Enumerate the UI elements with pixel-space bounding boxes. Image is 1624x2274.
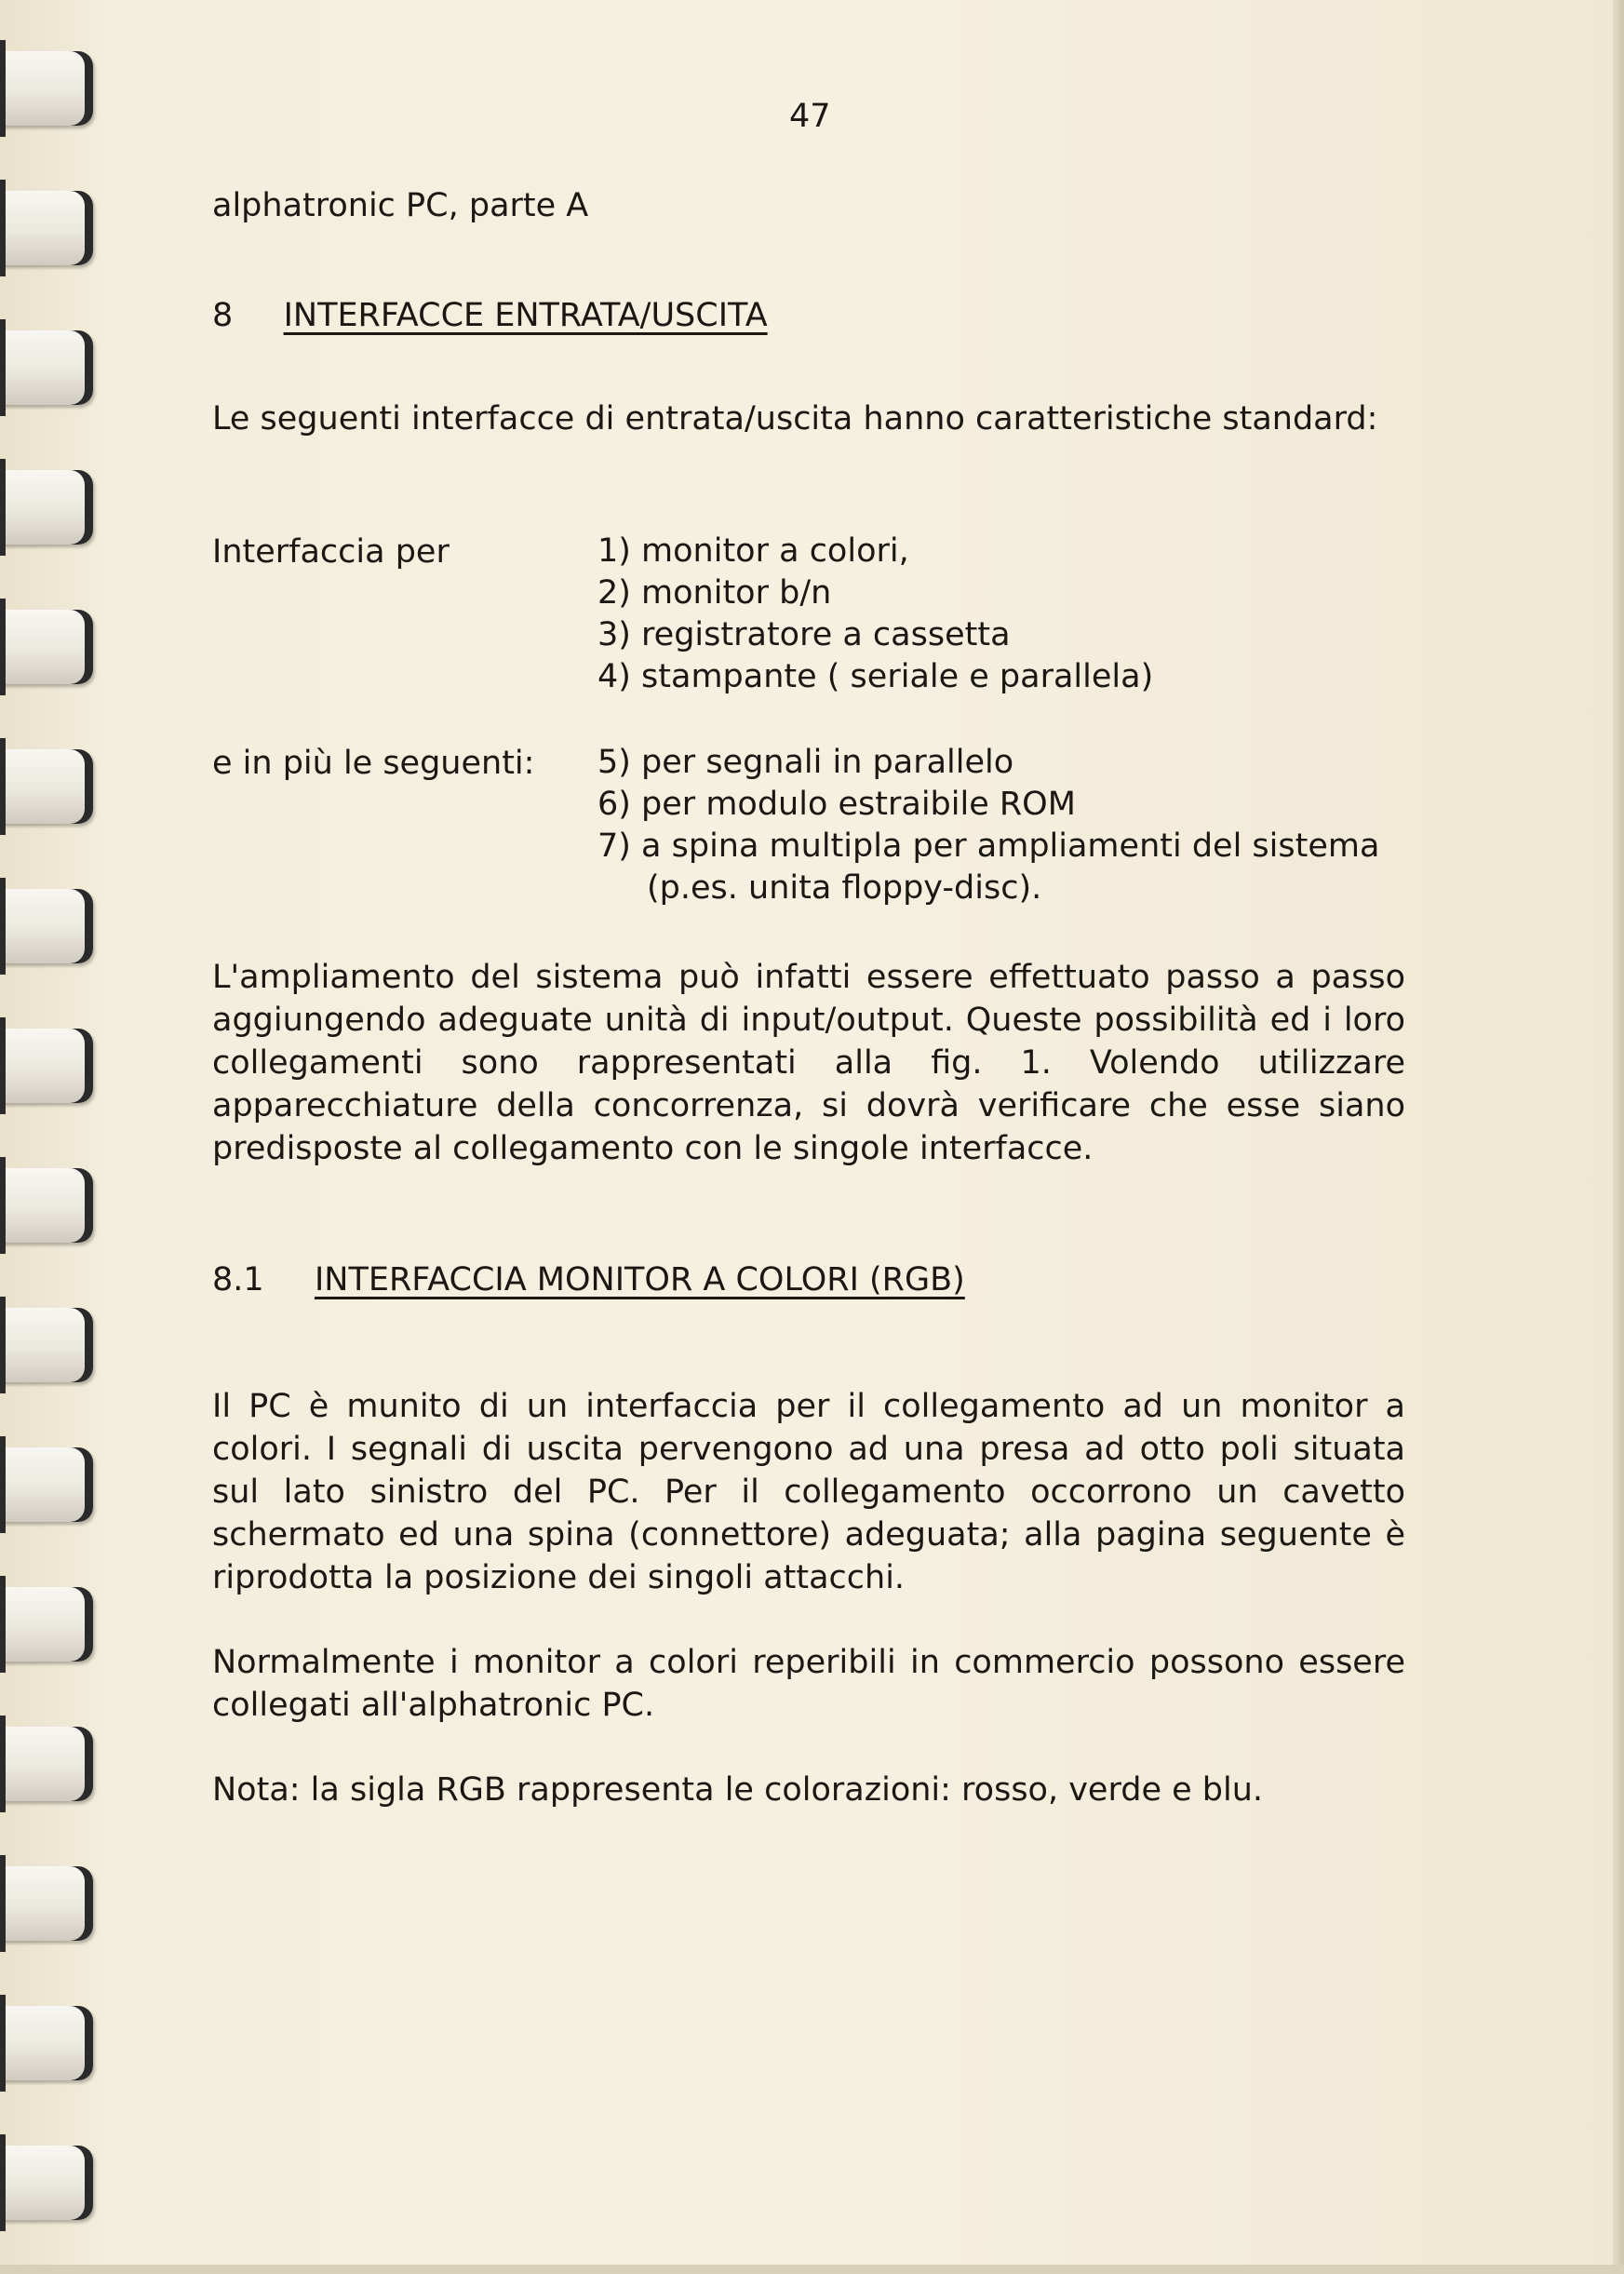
section-8-paragraph: L'ampliamento del sistema può infatti essere effettuato passo a passo aggiungendo adeguate unità di input/output. Queste possibilità ed i loro collegamenti sono rappresentati alla fig. 1. Volendo utilizzare apparecchiature della concorrenza, si dovrà verificare che esse siano predisposte al collegamento con le singole interfacce. — [212, 959, 1405, 1167]
list-item: 4) stampante ( seriale e parallela) — [597, 658, 1154, 695]
list-item: 6) per modulo estraibile ROM — [597, 786, 1076, 823]
section-8-1-paragraph: Normalmente i monitor a colori reperibili in commercio possono essere collegati all'alphatronic PC. — [212, 1644, 1405, 1724]
binding-ring — [0, 1727, 93, 1801]
binding-ring — [0, 1029, 93, 1103]
list-label: Interfaccia per — [212, 533, 450, 571]
spiral-binding — [0, 0, 121, 2274]
list-item: 5) per segnali in parallelo — [597, 744, 1014, 781]
binding-ring — [0, 2146, 93, 2220]
binding-ring — [0, 1866, 93, 1941]
list-item: 1) monitor a colori, — [597, 532, 909, 570]
binding-ring — [0, 1587, 93, 1662]
binding-ring — [0, 2006, 93, 2080]
binding-ring — [0, 610, 93, 684]
binding-ring — [0, 191, 93, 265]
section-8-intro: Le seguenti interfacce di entrata/uscita hanno caratteristiche standard: — [212, 400, 1378, 437]
running-header: alphatronic PC, parte A — [212, 187, 589, 224]
list-item: 2) monitor b/n — [597, 574, 832, 612]
binding-ring — [0, 330, 93, 405]
binding-ring — [0, 51, 93, 126]
list-item: 7) a spina multipla per ampliamenti del sistema (p.es. unita floppy-disc). — [597, 828, 1380, 907]
binding-ring — [0, 470, 93, 545]
section-title: INTERFACCIA MONITOR A COLORI (RGB) — [314, 1261, 965, 1298]
binding-ring — [0, 889, 93, 963]
binding-ring — [0, 1447, 93, 1522]
section-8-heading — [212, 294, 1405, 337]
binding-ring — [0, 749, 93, 824]
note: Nota: la sigla RGB rappresenta le colorazioni: rosso, verde e blu. — [212, 1771, 1264, 1809]
binding-ring — [0, 1308, 93, 1382]
section-number: 8.1 — [212, 1261, 264, 1298]
section-number: 8 — [212, 297, 234, 334]
interface-list-standard — [597, 531, 1416, 698]
interface-list-additional — [597, 742, 1416, 909]
page-number: 47 — [789, 98, 831, 135]
binding-ring — [0, 1168, 93, 1243]
page-edge — [0, 2265, 1624, 2274]
page-edge — [1613, 0, 1624, 2274]
list-label: e in più le seguenti: — [212, 745, 535, 782]
section-8-1-paragraph: Il PC è munito di un interfaccia per il collegamento ad un monitor a colori. I segnali di uscita pervengono ad una presa ad otto poli situata sul lato sinistro del PC. Per il collegamento occorrono un cavetto schermato ed una spina (connettore) adeguata; alla pagina seguente è riprodotta la posizione dei singoli attacchi. — [212, 1388, 1405, 1596]
section-8-1-heading — [212, 1258, 1405, 1301]
list-item: 3) registratore a cassetta — [597, 616, 1011, 653]
section-title: INTERFACCE ENTRATA/USCITA — [283, 297, 768, 334]
